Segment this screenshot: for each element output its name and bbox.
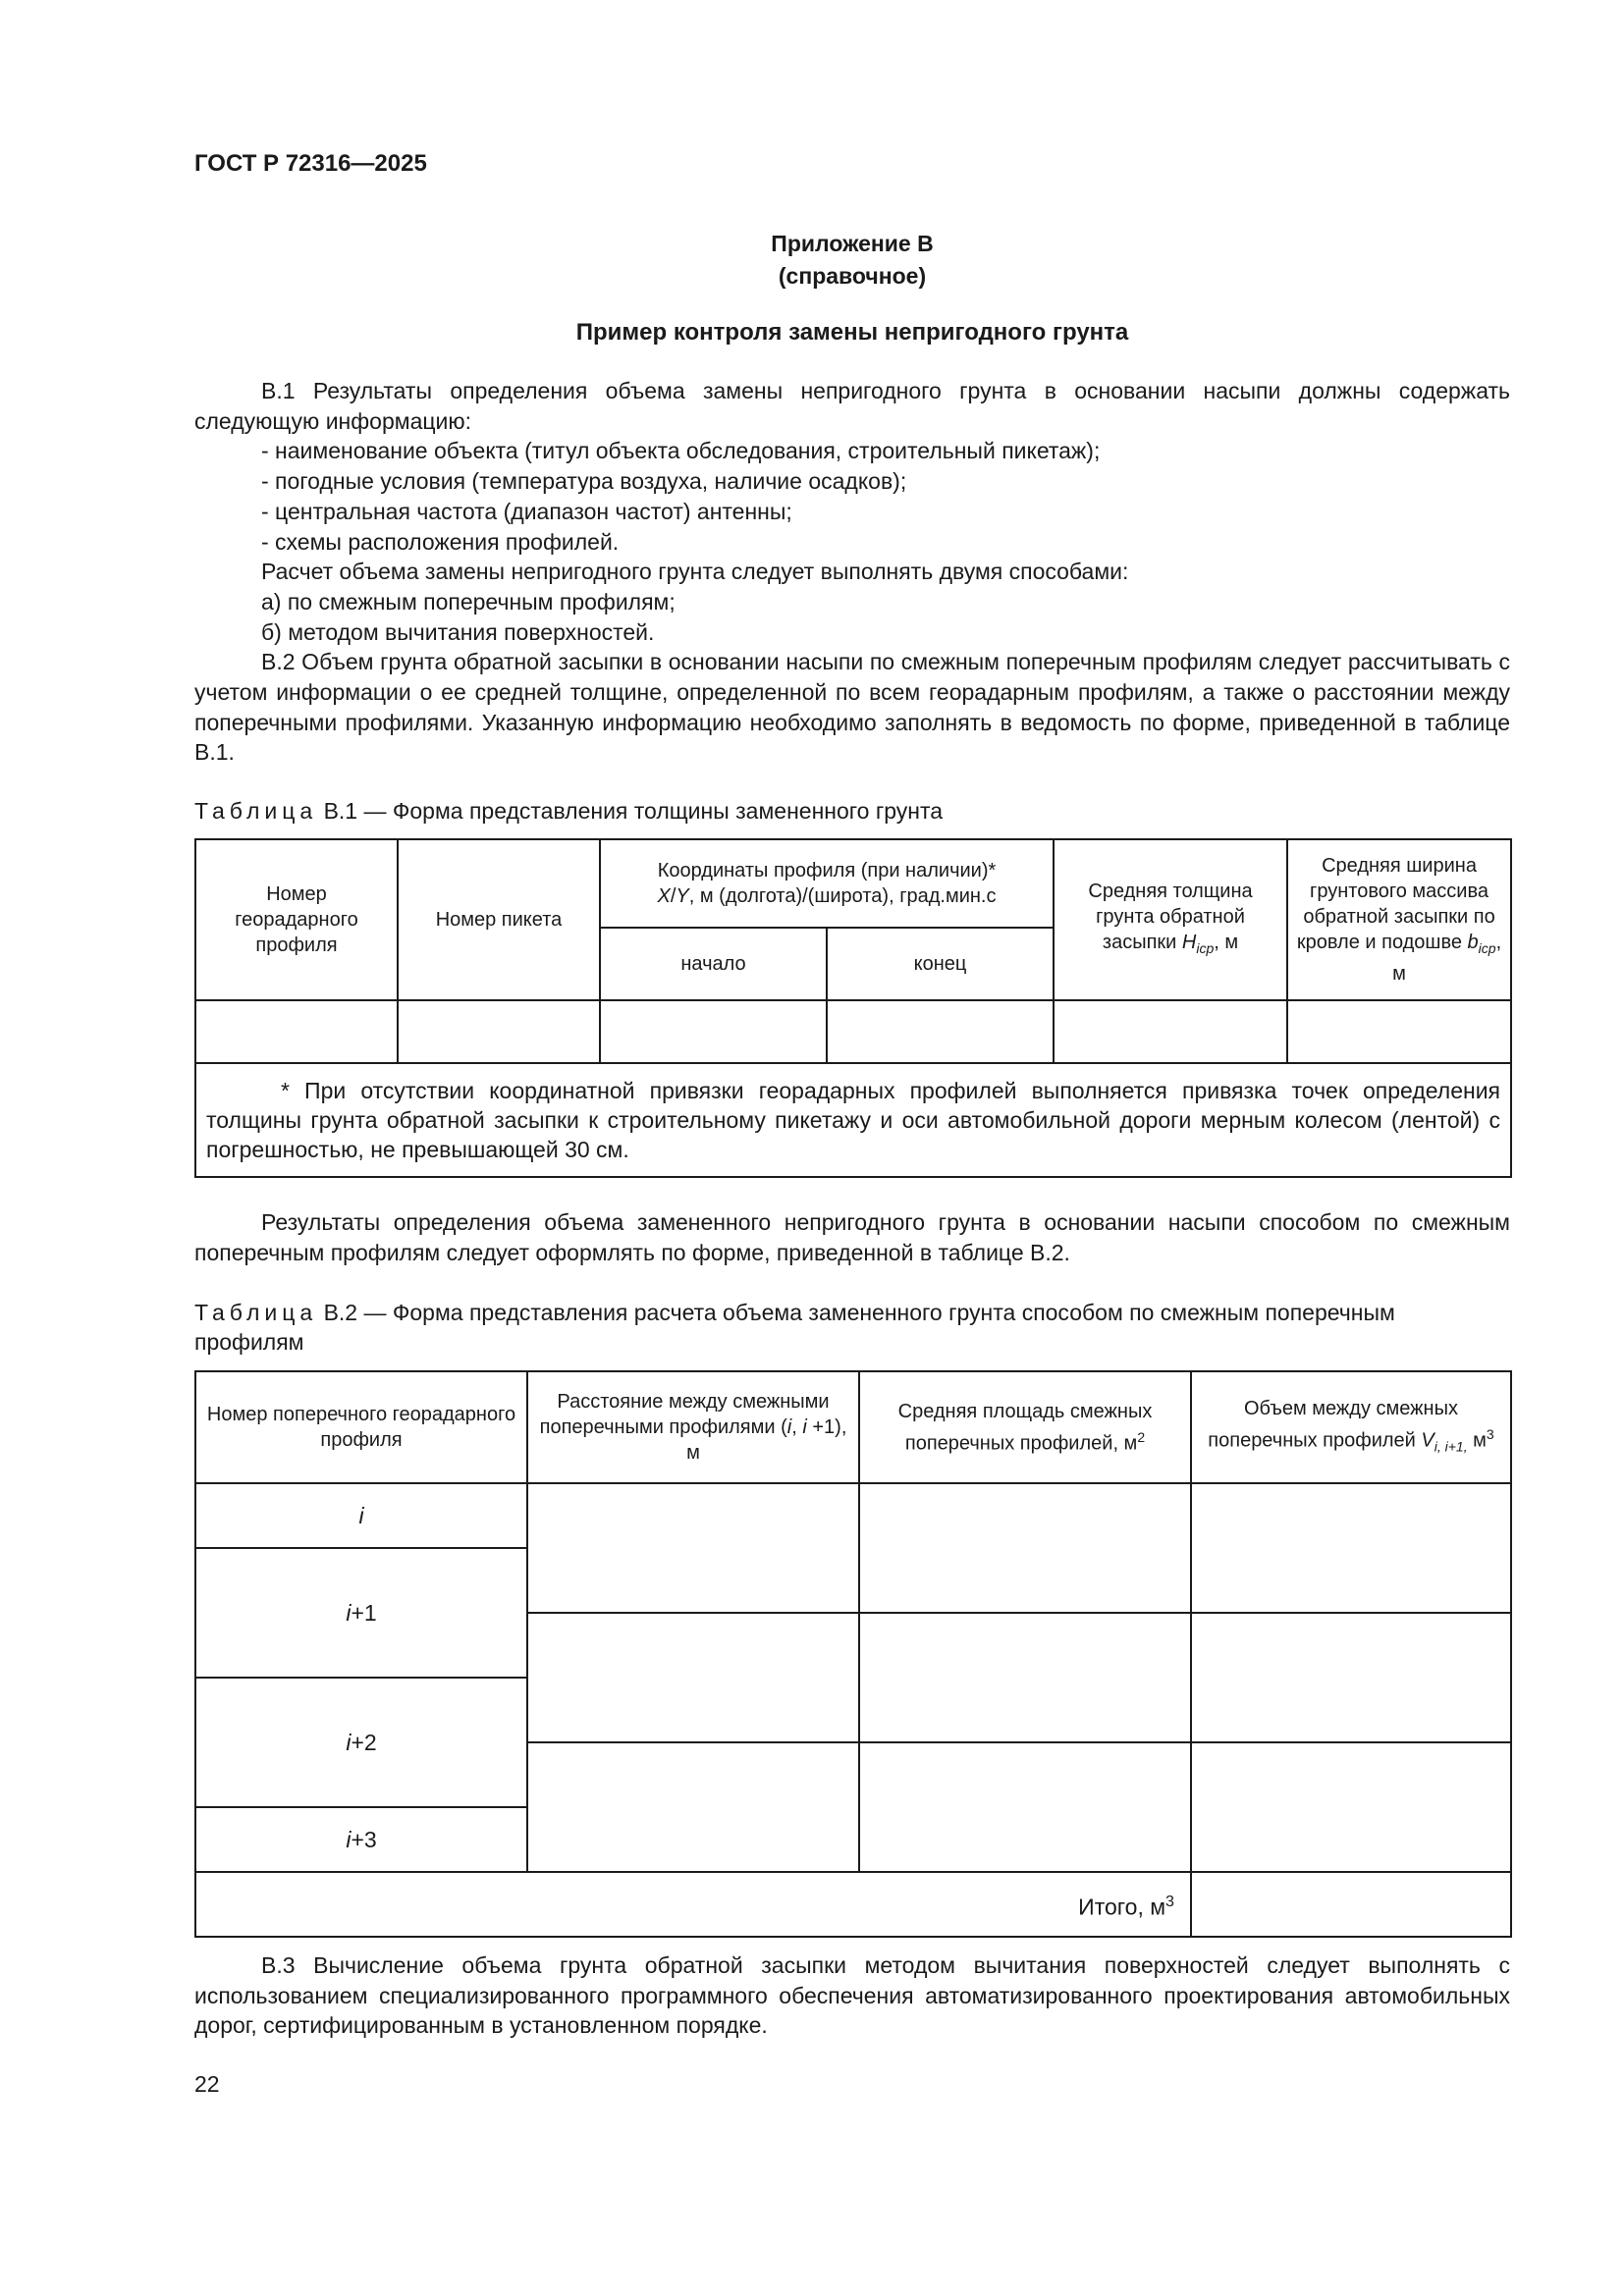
- paragraph-block-1: [194, 376, 1510, 768]
- appendix-status: (справочное): [778, 263, 927, 289]
- table-cell: [827, 1000, 1054, 1063]
- table-cell: [1287, 1000, 1511, 1063]
- table-b2: [194, 1370, 1512, 1938]
- table-cell: [859, 1613, 1191, 1742]
- total-label: Итого, $м^3$: [195, 1872, 1191, 1937]
- section-title: Пример контроля замены непригодного грунта: [575, 319, 1129, 346]
- list-item: - схемы расположения профилей.: [261, 528, 620, 555]
- table2-caption-label: Таблица: [194, 1300, 318, 1325]
- table-cell: [1191, 1613, 1511, 1742]
- total-value-cell: [1191, 1872, 1511, 1937]
- row-label-i: i: [195, 1483, 527, 1548]
- paragraph-results: Результаты определения объема замененного непригодного грунта в основании насыпи способом по смежным поперечным профилям следует оформлять по форме, приведенной в таблице В.2.: [194, 1209, 1510, 1265]
- page-number: 22: [194, 2071, 220, 2097]
- col-header-profile: Номер георадарного профиля: [195, 839, 398, 1000]
- table-cell: [195, 1000, 398, 1063]
- list-item: - погодные условия (температура воздуха, наличие осадков);: [261, 468, 907, 495]
- col-header-picket: Номер пикета: [398, 839, 600, 1000]
- table-cell: [527, 1742, 859, 1872]
- table1-caption-label: Таблица: [194, 798, 318, 824]
- table-cell: [527, 1613, 859, 1742]
- col-header-start: начало: [600, 928, 827, 1000]
- table-cell: [1191, 1483, 1511, 1613]
- col-header-area: Средняя площадь смежных поперечных профилей, $м^2$: [859, 1371, 1191, 1483]
- list-item: - центральная частота (диапазон частот) антенны;: [261, 498, 792, 524]
- table-footnote: * При отсутствии координатной привязки георадарных профилей выполняется привязка точек определения толщины грунта обратной засыпки к строительному пикетажу и оси автомобильной дороги мерным колесом (лентой) с погрешностью, не превышающей 30 см.: [195, 1063, 1511, 1177]
- standard-number: ГОСТ Р 72316—2025: [194, 150, 427, 177]
- table-cell: [859, 1483, 1191, 1613]
- table-cell: [1191, 1742, 1511, 1872]
- table-cell: [600, 1000, 827, 1063]
- table1-caption-text: В.1 — Форма представления толщины замененного грунта: [317, 798, 944, 824]
- col-header-volume: Объем между смежных поперечных профилей $V_{i, i+1,}$ $м^3$: [1191, 1371, 1511, 1483]
- table-cell: [527, 1483, 859, 1613]
- list-item: - наименование объекта (титул объекта обследования, строительный пикетаж);: [261, 438, 1101, 464]
- table-cell: [398, 1000, 600, 1063]
- method-b: б) методом вычитания поверхностей.: [261, 618, 655, 645]
- table-row: [195, 1872, 1511, 1937]
- paragraph-block-3: [194, 1950, 1510, 2041]
- col-header-width: Средняя ширина грунтового массива обратной засыпки по кровле и подошве $b_{iср}$, м: [1287, 839, 1511, 1000]
- paragraph-block-2: [194, 1207, 1510, 1267]
- col-header-thickness: Средняя толщина грунта обратной засыпки $H_{iср}$, м: [1054, 839, 1287, 1000]
- col-header-cross-profile: Номер поперечного георадарного профиля: [195, 1371, 527, 1483]
- table-row: [195, 1483, 1511, 1548]
- method-a: а) по смежным поперечным профилям;: [261, 588, 676, 614]
- table-row: [195, 1000, 1511, 1063]
- table-cell: [859, 1742, 1191, 1872]
- col-header-distance: Расстояние между смежными поперечными профилями (i, i +1), м: [527, 1371, 859, 1483]
- table-b1: [194, 838, 1512, 1178]
- paragraph-b3: В.3 Вычисление объема грунта обратной засыпки методом вычитания поверхностей следует выполнять с использованием специализированного программного обеспечения автоматизированного проектирования автомобильных дорог, сертифицированным в установленном порядке.: [194, 1952, 1510, 2039]
- table2-caption-text: В.2 — Форма представления расчета объема замененного грунта способом по смежным поперечным профилям: [194, 1300, 1395, 1355]
- row-label-i-plus-2: i+2: [195, 1678, 527, 1807]
- paragraph-b1: В.1 Результаты определения объема замены непригодного грунта в основании насыпи должны содержать следующую информацию:: [194, 378, 1510, 434]
- paragraph-b2: В.2 Объем грунта обратной засыпки в основании насыпи по смежным поперечным профилям следует рассчитывать с учетом информации о ее средней толщине, определенной по всем георадарным профилям, а также о расстоянии между поперечными профилями. Указанную информацию необходимо заполнять в ведомость по форме, приведенной в таблице В.1.: [194, 649, 1510, 766]
- paragraph-methods: Расчет объема замены непригодного грунта следует выполнять двумя способами:: [261, 559, 1129, 585]
- table1-caption: [194, 796, 1510, 826]
- table2-caption: [194, 1298, 1510, 1357]
- table-cell: [1054, 1000, 1287, 1063]
- col-header-coords: Координаты профиля (при наличии)* X/Y, м (долгота)/(широта), град.мин.с: [600, 839, 1054, 928]
- row-label-i-plus-1: i+1: [195, 1548, 527, 1678]
- appendix-heading: [194, 228, 1510, 293]
- row-label-i-plus-3: i+3: [195, 1807, 527, 1872]
- col-header-end: конец: [827, 928, 1054, 1000]
- appendix-title: Приложение В: [771, 231, 934, 256]
